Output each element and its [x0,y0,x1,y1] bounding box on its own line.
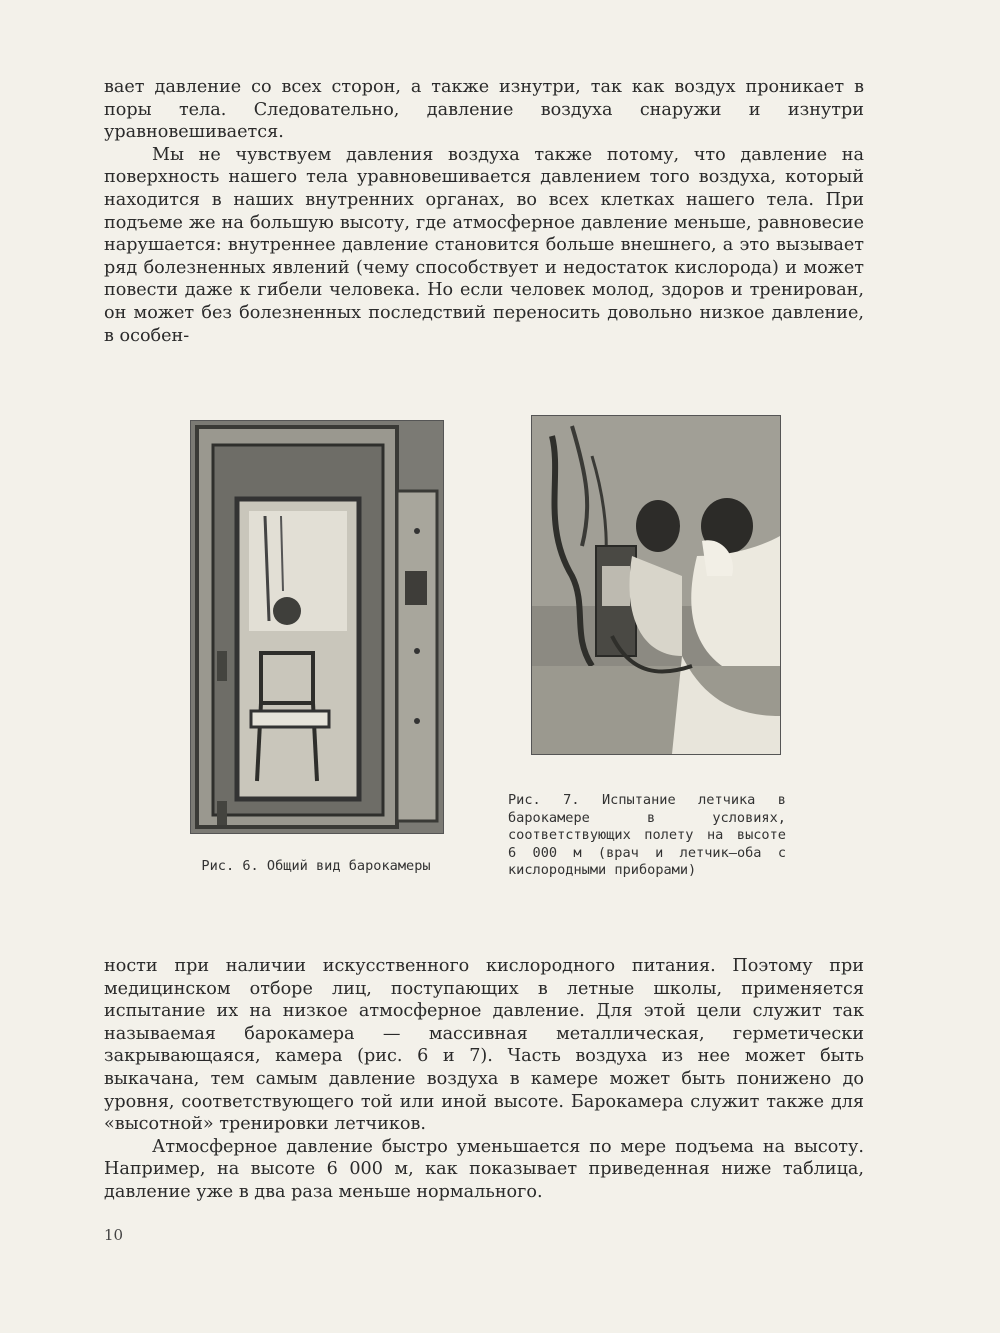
bottom-text-block [104,955,864,1204]
paragraph-altitude: Атмосферное давление быстро уменьшается по мере подъема на высоту. Например, на высоте 6 000 м, как показывает приведенная ниже таблица, давление уже в два раза меньше нормального. [104,1136,864,1202]
top-text-block [104,76,864,347]
page-number: 10 [104,1226,124,1244]
figure-6-caption: Рис. 6. Общий вид барокамеры [201,858,431,874]
paragraph-barochamber: ности при наличии искусственного кислородного питания. Поэтому при медицинском отборе лиц, поступающих в летные школы, применяется испытание их на низкое атмосферное давление. Для этой цели служит так называемая барокамера — массивная металлическая, герметически закрывающаяся, камера (рис. 6 и 7). Часть воздуха из нее может быть выкачана, тем самым давление воздуха в камере может быть понижено до уровня, соответствующего той или иной высоте. Барокамера служит также для «высотной» тренировки летчиков. [104,956,864,1135]
pilot-test-illustration [532,416,780,754]
figure-6-photo [190,420,444,834]
pressure-chamber-illustration [191,421,443,833]
figure-7-caption: Рис. 7. Испытание летчика в барокамере в условиях, соответствующих полету на высоте 6 000 м (врач и летчик—оба с кислородными приборами) [508,792,786,878]
figure-7-photo [531,415,781,755]
paragraph-air-pressure: Мы не чувствуем давления воздуха также потому, что давление на поверхность нашего тела уравновешивается давлением того воздуха, который находится в наших внутренних органах, во всех клетках нашего тела. При подъеме же на большую высоту, где атмосферное давление меньше, равновесие нарушается: внутреннее давление становится больше внешнего, а это вызывает ряд болезненных явлений (чему способствует и недостаток кислорода) и может повести даже к гибели человека. Но если человек молод, здоров и тренирован, он может без болезненных последствий переносить довольно низкое давление, в особен- [104,144,864,346]
paragraph-continuation: вает давление со всех сторон, а также изнутри, так как воздух проникает в поры тела. Следовательно, давление воздуха снаружи и изнутри уравновешивается. [104,77,864,143]
